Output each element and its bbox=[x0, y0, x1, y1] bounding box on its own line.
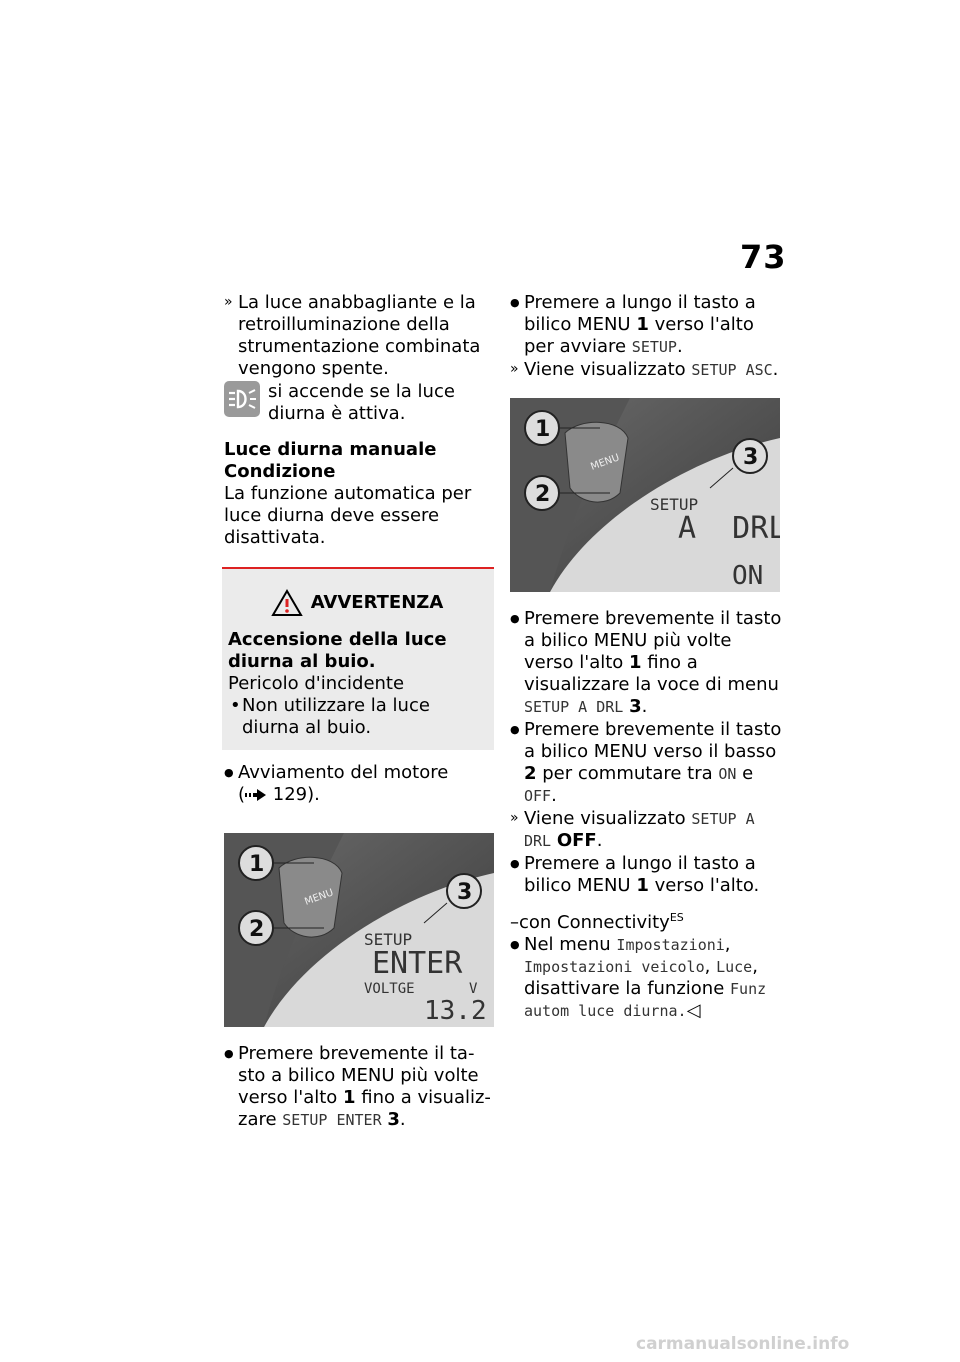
fig1-label-1: 1 bbox=[249, 852, 265, 877]
page-ref-arrow-icon bbox=[245, 789, 267, 801]
daylight-icon-note bbox=[224, 381, 494, 425]
fig1-menu-label: MENU bbox=[303, 887, 335, 908]
warning-box bbox=[222, 567, 494, 750]
fig2-display-on: ON bbox=[732, 561, 764, 591]
step-start-setup: ● Premere a lungo il tasto a bilico MENU 1 verso l'alto per avviare SETUP. bbox=[510, 292, 782, 358]
step-confirm: ● Premere a lungo il tasto a bilico MENU 1 verso l'alto. bbox=[510, 853, 782, 897]
watermark: carmanualsonline.info bbox=[636, 1334, 850, 1354]
fig1-label-3: 3 bbox=[457, 880, 473, 905]
step-select-setup-enter: ● Premere brevemente il tasto a bilico MENU più volte verso l'alto 1 fino a visualizzare SETUP ENTER 3. bbox=[224, 1043, 494, 1131]
step-start-engine: ● Avviamento del motore ( 129). bbox=[224, 762, 494, 806]
step-connectivity-menu: ● Nel menu Impostazioni, Impostazioni veicolo, Luce, disattivare la funzione Funz autom luce diurna.◁ bbox=[510, 934, 782, 1022]
page-ref: 129 bbox=[272, 784, 308, 805]
left-column bbox=[224, 292, 494, 1132]
condition-text: La funzione automatica per luce diurna deve essere disattivata. bbox=[224, 483, 472, 548]
warning-header bbox=[228, 589, 486, 617]
fig1-display-voltge: VOLTGE bbox=[364, 981, 415, 997]
right-column bbox=[510, 292, 782, 1023]
daylight-icon bbox=[224, 381, 260, 417]
fig2-label-1: 1 bbox=[535, 417, 551, 442]
fig1-display-voltage: 13.2 bbox=[424, 996, 487, 1026]
fig1-display-enter: ENTER bbox=[372, 946, 463, 981]
warning-title: Accensione della luce diurna al buio. bbox=[228, 629, 447, 672]
page-number: 73 bbox=[740, 238, 787, 276]
step-select-drl: ● Premere brevemente il tasto a bilico MENU più volte verso l'alto 1 fino a visualizzare la voce di menu SETUP A DRL 3. bbox=[510, 608, 782, 718]
warning-bullet: • Non utilizzare la luce diurna al buio. bbox=[228, 695, 486, 739]
result-setup-asc: » Viene visualizzato SETUP ASC. bbox=[510, 359, 782, 381]
fig1-label-2: 2 bbox=[249, 917, 265, 942]
step-toggle-on-off: ● Premere brevemente il tasto a bilico MENU verso il basso 2 per commutare tra ON e OFF. bbox=[510, 719, 782, 807]
fig2-display-setup: SETUP bbox=[650, 495, 699, 514]
connectivity-condition: –con Connectivity$^{ES}$ bbox=[510, 911, 684, 933]
end-mark-icon: ◁ bbox=[686, 1000, 701, 1021]
figure-setup-enter bbox=[224, 833, 494, 1027]
fig2-label-2: 2 bbox=[535, 482, 551, 507]
fig2-menu-label: MENU bbox=[589, 452, 621, 473]
fig2-display-drl: A DRL bbox=[678, 511, 780, 546]
fig2-label-3: 3 bbox=[743, 445, 759, 470]
warning-label: AVVERTENZA bbox=[310, 592, 444, 613]
result-lights-off: » La luce anabbagliante e la retroilluminazione della strumentazione combinata vengono spente. bbox=[224, 292, 494, 380]
condition-heading: Condizione bbox=[224, 461, 336, 482]
warning-text: Pericolo d'incidente bbox=[228, 673, 405, 694]
result-drl-off: » Viene visualizzato SETUP A DRL OFF. bbox=[510, 808, 782, 852]
figure-setup-drl bbox=[510, 398, 780, 592]
step-text: Avviamento del motore bbox=[238, 762, 449, 783]
fig1-display-unit: V bbox=[469, 981, 478, 997]
fig1-display-setup: SETUP bbox=[364, 930, 413, 949]
warning-triangle-icon bbox=[271, 589, 303, 617]
section-heading: Luce diurna manuale bbox=[224, 439, 437, 460]
icon-note-text: si accende se la luce diurna è attiva. bbox=[268, 381, 455, 424]
